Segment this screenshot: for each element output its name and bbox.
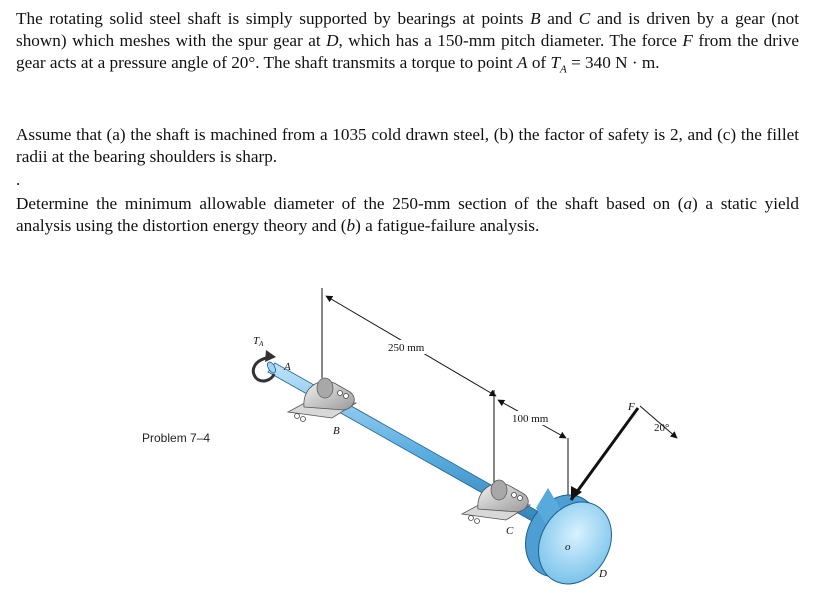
bearing-b-bore: [317, 378, 333, 398]
text-run: ) a fatigue-failure analysis.: [355, 216, 540, 235]
label-c: C: [506, 525, 514, 537]
part-b-ref: b: [346, 216, 356, 235]
label-b: B: [333, 425, 340, 437]
force-f-arrow-shaft: [571, 408, 638, 500]
assumptions-paragraph: Assume that (a) the shaft is machined from a 1035 cold drawn steel, (b) the factor of safety is 2, and (c) the fillet radii at the bearing shoulders is sharp.: [16, 125, 799, 166]
figure-caption: Problem 7–4: [142, 431, 211, 445]
bolt-hole: [301, 417, 306, 422]
problem-statement-paragraph: [16, 8, 799, 80]
bolt-hole: [469, 516, 474, 521]
force-f-ref: F: [682, 31, 693, 50]
text-run: from the drive gear acts at a pressure angle of 20°. The shaft transmits a torque to point: [16, 31, 799, 72]
text-run: Determine the minimum allowable diameter of the 250-mm section of the shaft based on (: [16, 194, 684, 213]
pressure-angle-label: 20°: [654, 422, 670, 434]
force-f-label: F: [628, 401, 635, 413]
bolt-hole: [295, 414, 300, 419]
text-run: of: [527, 53, 551, 72]
shaft-figure: [0, 260, 815, 606]
bolt-hole: [338, 391, 343, 396]
bearing-c-bore: [491, 480, 507, 500]
torque-label-sub: A: [259, 340, 264, 348]
text-run: ) a static yield analysis using the distortion energy theory and (: [16, 194, 799, 235]
text-run: The rotating solid steel shaft is simply supported by bearings at points: [16, 9, 531, 28]
torque-symbol: T: [550, 53, 561, 72]
bullet-dot: .: [16, 170, 21, 189]
torque-arrowhead: [265, 350, 276, 362]
label-d: D: [599, 568, 607, 580]
part-a-ref: a: [683, 194, 693, 213]
text-run: , which has a 150-mm pitch diameter. The force: [338, 31, 683, 50]
bolt-hole: [475, 519, 480, 524]
text-run: and is driven by a gear (not shown) which meshes with the spur gear at: [16, 9, 799, 50]
bolt-hole: [344, 394, 349, 399]
label-a: A: [284, 361, 291, 373]
text-run: and: [540, 9, 579, 28]
point-c-ref: C: [578, 9, 591, 28]
question-paragraph: [16, 193, 799, 237]
point-d-ref: D: [326, 31, 339, 50]
point-a-ref: A: [517, 53, 528, 72]
text-run: = 340 N · m.: [566, 53, 660, 72]
gear-center-o: o: [565, 541, 571, 553]
bolt-hole: [518, 496, 523, 501]
point-b-ref: B: [530, 9, 541, 28]
torque-subscript: A: [560, 63, 567, 76]
torque-label-t: [253, 335, 264, 348]
torque-label-letter: T: [253, 335, 260, 347]
dim-100-label: 100 mm: [512, 413, 549, 425]
dim-250-label: 250 mm: [388, 342, 425, 354]
bolt-hole: [512, 493, 517, 498]
